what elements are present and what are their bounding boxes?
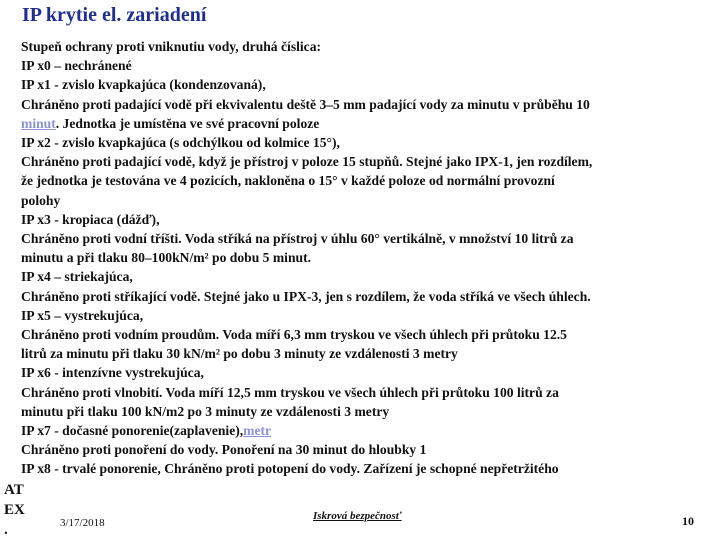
body-line: IP x0 – nechránené xyxy=(21,58,132,74)
body-line: Chráněno proti vodním proudům. Voda míří 6,3 mm tryskou ve všech úhlech při průtoku 12.5 xyxy=(21,327,567,343)
footer-title: Iskrová bezpečnosť xyxy=(313,510,402,522)
footer-date: 3/17/2018 xyxy=(60,517,105,529)
body-line: IP x4 – striekajúca, xyxy=(21,269,133,285)
body-line: Stupeň ochrany proti vniknutiu vody, druhá číslica: xyxy=(21,39,322,54)
body-line: IP x1 - zvislo kvapkajúca (kondenzovaná), xyxy=(21,77,266,93)
minut-link[interactable]: minut xyxy=(21,115,56,131)
page-number: 10 xyxy=(682,514,694,528)
body-line: Chráněno proti padající vodě, když je přístroj v poloze 15 stupňů. Stejné jako IPX-1, jen rozdílem, xyxy=(21,154,593,170)
body-line: že jednotka je testována ve 4 pozicích, nakloněna o 15° v každé poloze od normální provozní xyxy=(21,173,555,189)
body-line: IP x6 - intenzívne vystrekujúca, xyxy=(21,365,204,381)
body-line: minutu a při tlaku 80–100kN/m² po dobu 5 minut. xyxy=(21,250,311,266)
body-line xyxy=(21,114,706,133)
side-label-line: AT xyxy=(4,482,24,498)
body-line-rest: . Jednotka je umístěna ve své pracovní poloze xyxy=(55,115,320,131)
body-line: Chráněno proti ponoření do vody. Ponoření na 30 minut do hloubky 1 xyxy=(21,442,427,458)
side-label xyxy=(4,480,25,540)
body-line: IP x3 - kropiaca (dážď), xyxy=(21,211,160,227)
body-line: IP x5 – vystrekujúca, xyxy=(21,307,144,323)
body-line: litrů za minutu při tlaku 30 kN/m² po dobu 3 minuty ze vzdálenosti 3 metry xyxy=(21,346,458,362)
body-line-text: IP x7 - dočasné ponorenie(zaplavenie), xyxy=(21,423,244,439)
metr-link[interactable]: metr xyxy=(243,423,272,439)
body-line: Chráněno proti stříkající vodě. Stejné jako u IPX-3, jen s rozdílem, že voda stříká ve všech úhlech. xyxy=(21,288,591,304)
body-line: Chráněno proti vodní tříšti. Voda stříká na přístroj v úhlu 60° vertikálně, v množství 10 litrů za xyxy=(21,231,574,247)
slide-body xyxy=(21,37,706,479)
body-line: IP x2 - zvislo kvapkajúca (s odchýlkou od kolmice 15°), xyxy=(21,135,340,151)
body-line: polohy xyxy=(21,192,61,208)
side-label-line: . xyxy=(4,522,8,538)
side-label-line: EX xyxy=(4,502,25,518)
body-line: Chráněno proti vlnobití. Voda míří 12,5 mm tryskou ve všech úhlech při průtoku 100 litrů za xyxy=(21,384,559,400)
body-line xyxy=(21,421,706,440)
body-line: minutu při tlaku 100 kN/m2 po 3 minuty ze vzdálenosti 3 metry xyxy=(21,403,390,419)
slide-title: IP krytie el. zariadení xyxy=(22,4,207,26)
body-line: Chráněno proti padající vodě při ekvivalentu deště 3–5 mm padající vody za minutu v průběhu 10 xyxy=(21,96,590,112)
body-line: IP x8 - trvalé ponorenie, Chráněno proti potopení do vody. Zařízení je schopné nepřetržitého xyxy=(21,461,559,477)
